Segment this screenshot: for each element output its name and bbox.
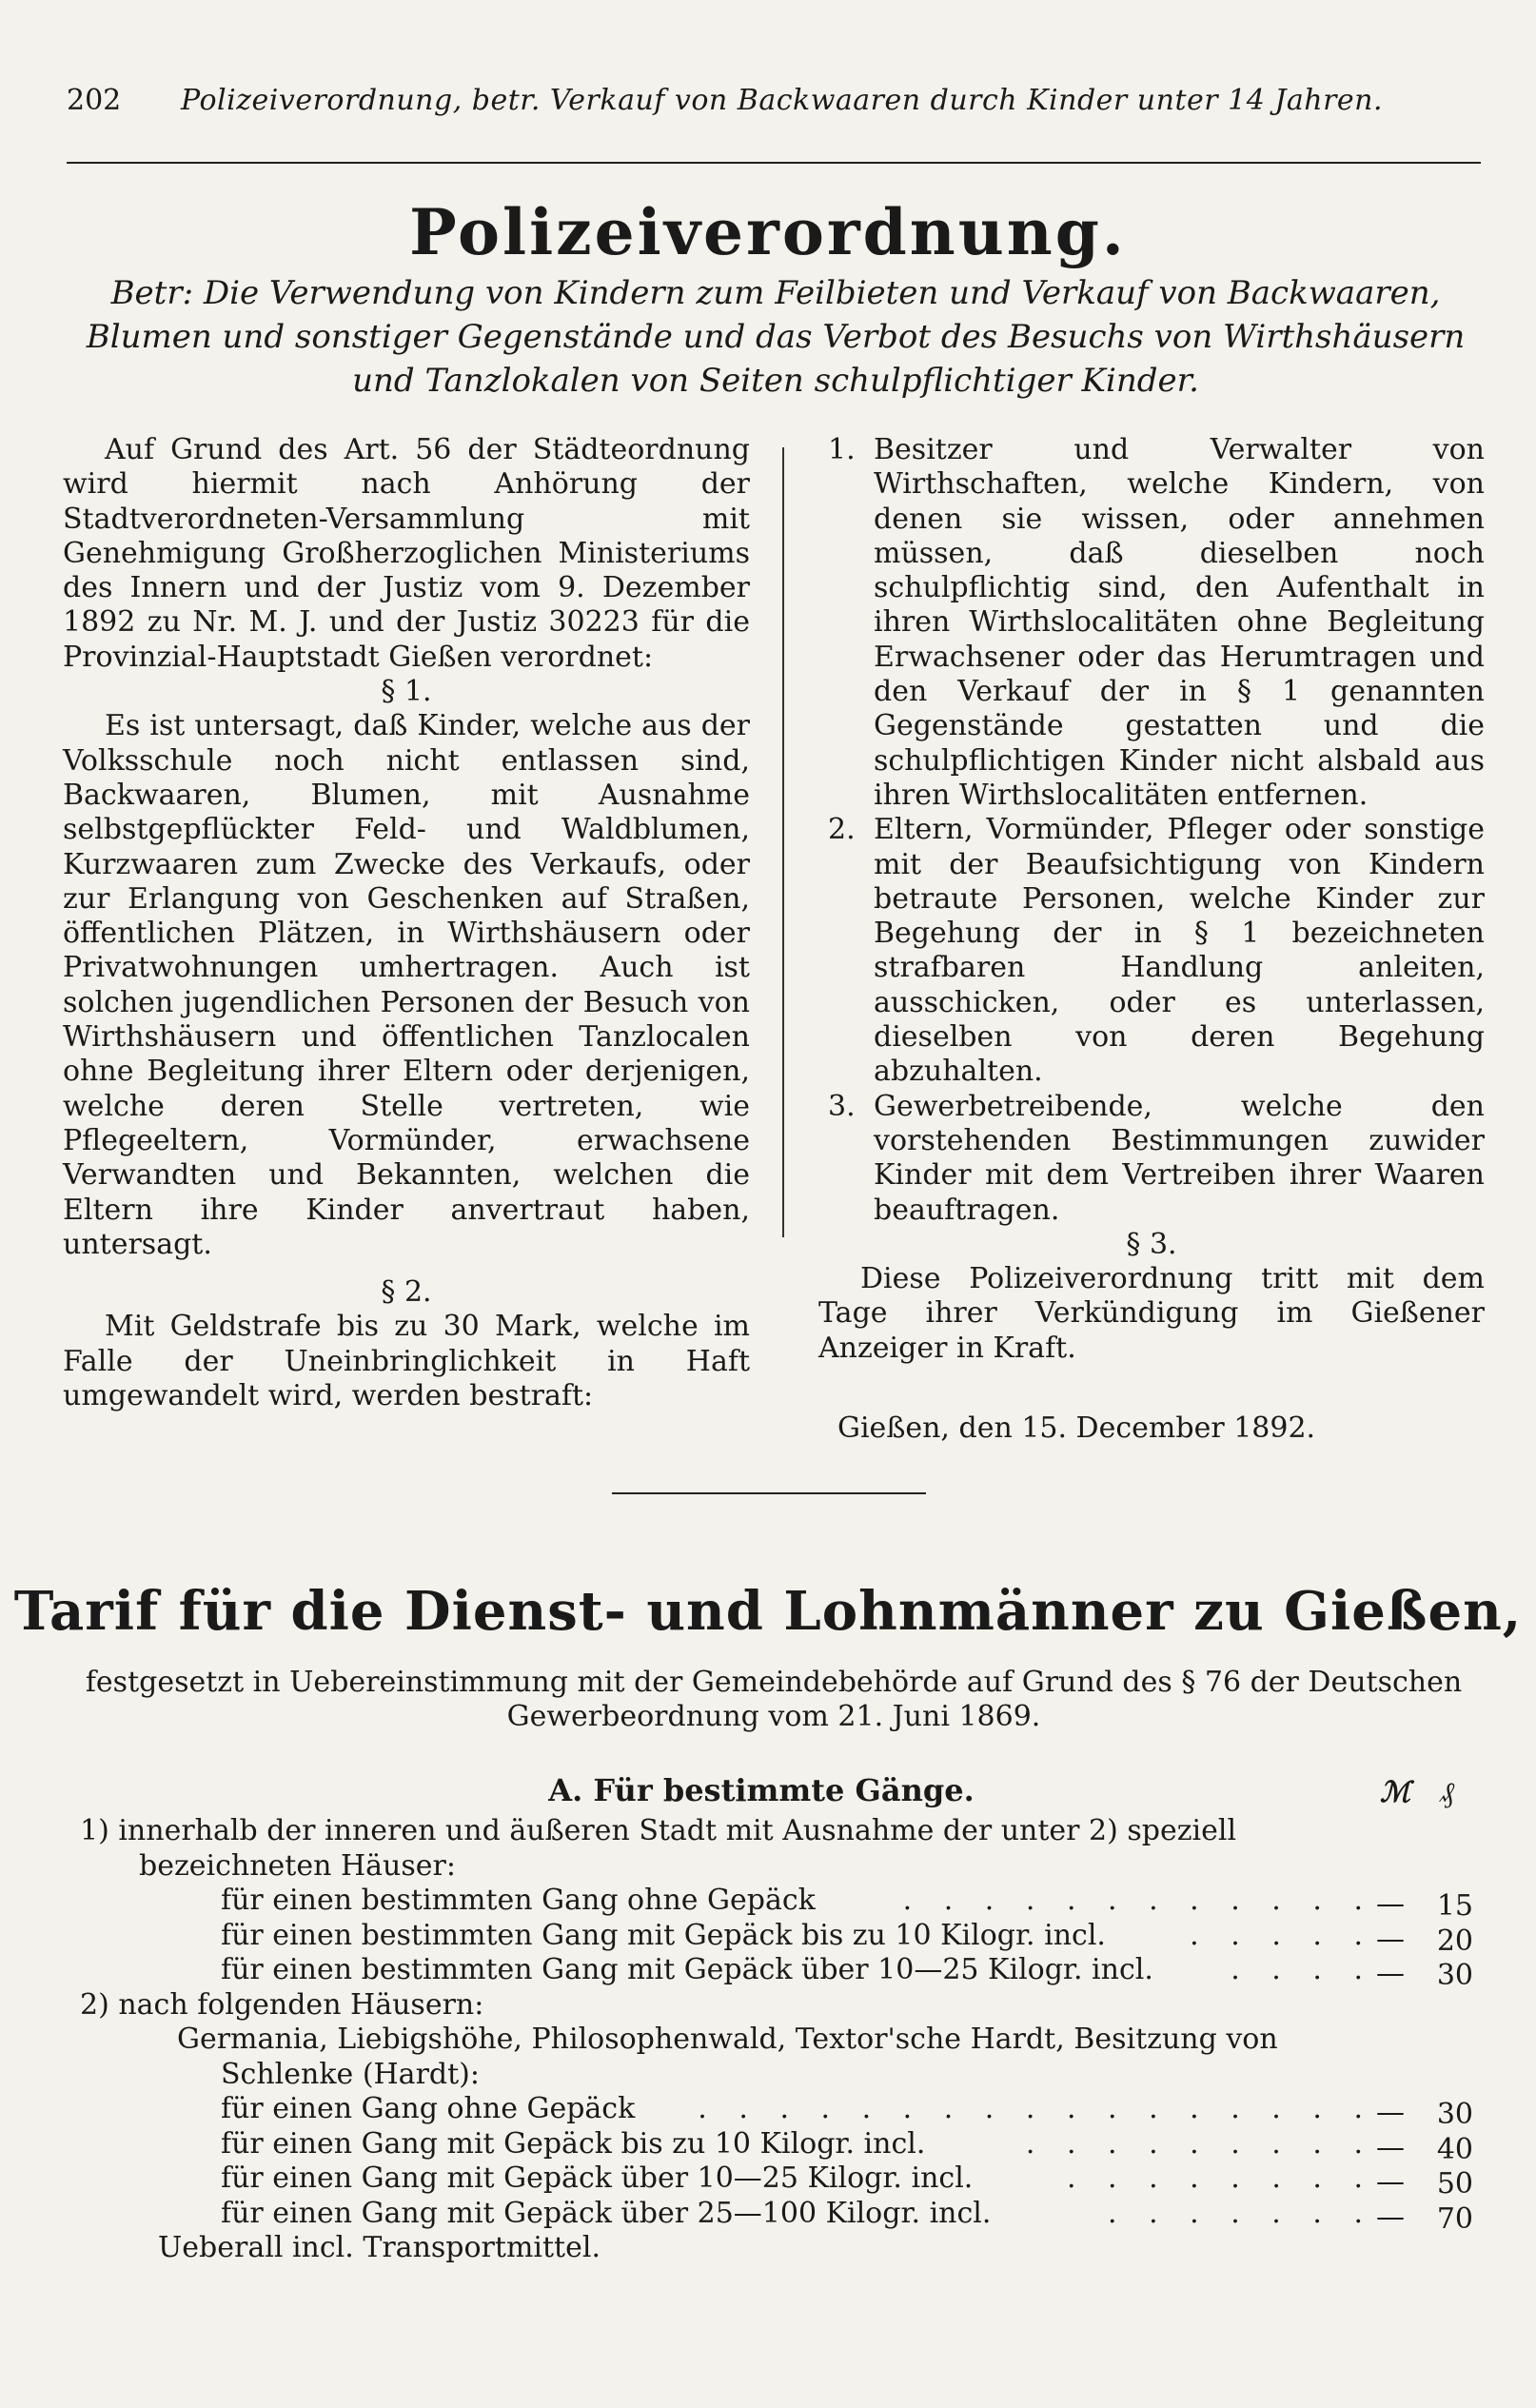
- tariff-row-label: für einen Gang mit Gepäck bis zu 10 Kilogr. incl.: [221, 2126, 926, 2161]
- date-line: Gießen, den 15. December 1892.: [837, 1411, 1316, 1446]
- mark-dash: —: [1376, 2130, 1405, 2164]
- tariff-row-label: für einen Gang mit Gepäck über 10—25 Kilogr. incl.: [221, 2161, 974, 2195]
- mark-dash: —: [1376, 2165, 1405, 2199]
- mark-dash: —: [1376, 1957, 1405, 1990]
- tariff-item-1-cont: bezeichneten Häuser:: [139, 1848, 456, 1883]
- running-title: Polizeiverordnung, betr. Verkauf von Backwaaren durch Kinder unter 14 Jahren.: [181, 84, 1384, 117]
- section-2-text: Mit Geldstrafe bis zu 30 Mark, welche im Falle der Uneinbringlichkeit in Haft umgewandelt wird, werden bestraft:: [63, 1310, 750, 1413]
- tariff-section-a: A. Für bestimmte Gänge.: [548, 1772, 975, 1808]
- tariff-row-value: 50: [1436, 2167, 1473, 2201]
- section-1-heading: § 1.: [381, 675, 432, 709]
- tariff-row-value: 20: [1436, 1924, 1473, 1958]
- tariff-places-cont: Schlenke (Hardt):: [221, 2057, 480, 2091]
- tariff-item-1-cont-line: [63, 1849, 1490, 1885]
- section-1-text: Es ist untersagt, daß Kinder, welche aus der Volksschule noch nicht entlassen sind, Backwaaren, Blumen, mit Ausnahme selbstgepflückter Feld- und Waldblumen, Kurzwaaren zum Zwecke des Verkaufs, oder zur Erlangung von Geschenken auf Straßen, öffentlichen Plätzen, in Wirthshäusern oder Privatwohnungen umhertragen. Auch ist solchen jugendlichen Personen der Besuch von Wirthshäusern und öffentlichen Tanzlocalen ohne Begleitung ihrer Eltern oder derjenigen, welche deren Stelle vertreten, wie Pflegeeltern, Vormünder, erwachsene Verwandten und Bekannten, welchen die Eltern ihre Kinder anvertraut haben, untersagt.: [63, 709, 750, 1261]
- leader-dots: . . . . . . . . .: [1025, 2126, 1374, 2161]
- tariff-transport-line: [63, 2231, 1490, 2266]
- leader-dots: . . . . .: [1190, 1918, 1374, 1952]
- tariff-places-cont-line: [63, 2058, 1490, 2093]
- separator-rule: [612, 1492, 926, 1494]
- leader-dots: . . . . . . . .: [1066, 2161, 1374, 2195]
- tariff-row: [63, 1918, 1490, 1958]
- penalty-number: 2.: [828, 813, 856, 847]
- page-number: 202: [67, 84, 122, 117]
- section-3-text: Diese Polizeiverordnung tritt mit dem Tage ihrer Verkündigung im Gießener Anzeiger in Kraft.: [818, 1262, 1485, 1365]
- tariff-row-label: für einen Gang mit Gepäck über 25—100 Kilogr. incl.: [221, 2196, 992, 2230]
- mark-dash: —: [1376, 1887, 1405, 1921]
- leader-dots: . . . . . . . . . . . . . . . . .: [698, 2092, 1374, 2125]
- header-rule: [67, 162, 1481, 164]
- tariff-row: [63, 2161, 1490, 2201]
- leader-dots: . . . .: [1231, 1953, 1374, 1986]
- leader-dots: . . . . . . .: [1108, 2196, 1374, 2230]
- penalty-text: Gewerbetreibende, welche den vorstehenden Bestimmungen zuwider Kinder mit dem Vertreiben ihrer Waaren beauftragen.: [874, 1089, 1485, 1227]
- tariff-title: Tarif für die Dienst- und Lohnmänner zu Gießen,: [13, 1580, 1523, 1643]
- pfennig-unit-header: ₰: [1440, 1776, 1454, 1809]
- tariff-row: [63, 2196, 1490, 2236]
- tariff-row-value: 40: [1436, 2132, 1473, 2166]
- mark-dash: —: [1376, 2096, 1405, 2129]
- penalty-text: Besitzer und Verwalter von Wirthschaften, welche Kindern, von denen sie wissen, oder annehmen müssen, daß dieselben noch schulpflichtig sind, den Aufenthalt in ihren Wirthslocalitäten ohne Begleitung Erwachsener oder das Herumtragen und den Verkauf der in § 1 genannten Gegenstände gestatten und die schulpflichtigen Kinder nicht alsbald aus ihren Wirthslocalitäten entfernen.: [874, 433, 1485, 812]
- tariff-row-value: 30: [1436, 2098, 1473, 2131]
- mark-dash: —: [1376, 2200, 1405, 2234]
- tariff-subtitle: festgesetzt in Uebereinstimmung mit der Gemeindebehörde auf Grund des § 76 der Deutschen Gewerbeordnung vom 21. Juni 1869.: [85, 1666, 1463, 1733]
- section-3-heading: § 3.: [1126, 1227, 1177, 1261]
- leader-dots: . . . . . . . . . . . .: [902, 1884, 1374, 1917]
- left-column: [63, 433, 750, 1413]
- tariff-table: [63, 1814, 1490, 2266]
- tariff-item-1-line: [63, 1814, 1490, 1849]
- penalty-number: 1.: [828, 433, 856, 466]
- tariff-row-label: für einen bestimmten Gang mit Gepäck bis zu 10 Kilogr. incl.: [221, 1918, 1106, 1952]
- tariff-item-2: 2) nach folgenden Häusern:: [80, 1987, 484, 2022]
- ordinance-subject: Betr: Die Verwendung von Kindern zum Feilbieten und Verkauf von Backwaaren, Blumen und sonstiger Gegenstände und das Verbot des Besuchs von Wirthshäusern und Tanzlokalen von Seiten schulpflichtiger Kinder.: [86, 274, 1466, 400]
- tariff-row-label: für einen bestimmten Gang ohne Gepäck: [221, 1884, 816, 1917]
- tariff-item-2-line: [63, 1988, 1490, 2023]
- tariff-places: Germania, Liebigshöhe, Philosophenwald, Textor'sche Hardt, Besitzung von: [177, 2023, 1278, 2056]
- tariff-row-value: 15: [1436, 1889, 1473, 1923]
- penalty-item: [818, 813, 1485, 1089]
- mark-dash: —: [1376, 1922, 1405, 1956]
- tariff-row: [63, 2092, 1490, 2131]
- tariff-item-1: 1) innerhalb der inneren und äußeren Stadt mit Ausnahme der unter 2) speziell: [80, 1814, 1237, 1847]
- tariff-row-label: für einen bestimmten Gang mit Gepäck über 10—25 Kilogr. incl.: [221, 1953, 1153, 1986]
- penalty-list: [818, 433, 1485, 1228]
- section-2-heading: § 2.: [381, 1275, 432, 1310]
- tariff-row-value: 70: [1436, 2201, 1473, 2236]
- tariff-row: [63, 1884, 1490, 1923]
- tariff-row: [63, 1953, 1490, 1992]
- penalty-number: 3.: [828, 1089, 856, 1123]
- ordinance-title: Polizeiverordnung.: [409, 195, 1127, 269]
- tariff-places-line: [63, 2023, 1490, 2058]
- penalty-text: Eltern, Vormünder, Pfleger oder sonstige mit der Beaufsichtigung von Kindern betraute Personen, welche Kinder zur Begehung der in § 1 bezeichneten strafbaren Handlung anleiten, ausschicken, oder es unterlassen, dieselben von deren Begehung abzuhalten.: [874, 813, 1485, 1089]
- tariff-row: [63, 2126, 1490, 2166]
- right-column: [818, 433, 1485, 1446]
- penalty-item: [818, 1090, 1485, 1228]
- preamble: Auf Grund des Art. 56 der Städteordnung wird hiermit nach Anhörung der Stadtverordneten-Versammlung mit Genehmigung Großherzoglichen Ministeriums des Innern und der Justiz vom 9. Dezember 1892 zu Nr. M. J. und der Justiz 30223 für die Provinzial-Hauptstadt Gießen verordnet:: [63, 433, 750, 674]
- tariff-row-value: 30: [1436, 1959, 1473, 1992]
- column-divider: [782, 447, 784, 1237]
- tariff-row-label: für einen Gang ohne Gepäck: [221, 2092, 636, 2125]
- mark-unit-header: ℳ: [1380, 1776, 1411, 1809]
- penalty-item: [818, 433, 1485, 813]
- tariff-transport-note: Ueberall incl. Transportmittel.: [158, 2231, 601, 2264]
